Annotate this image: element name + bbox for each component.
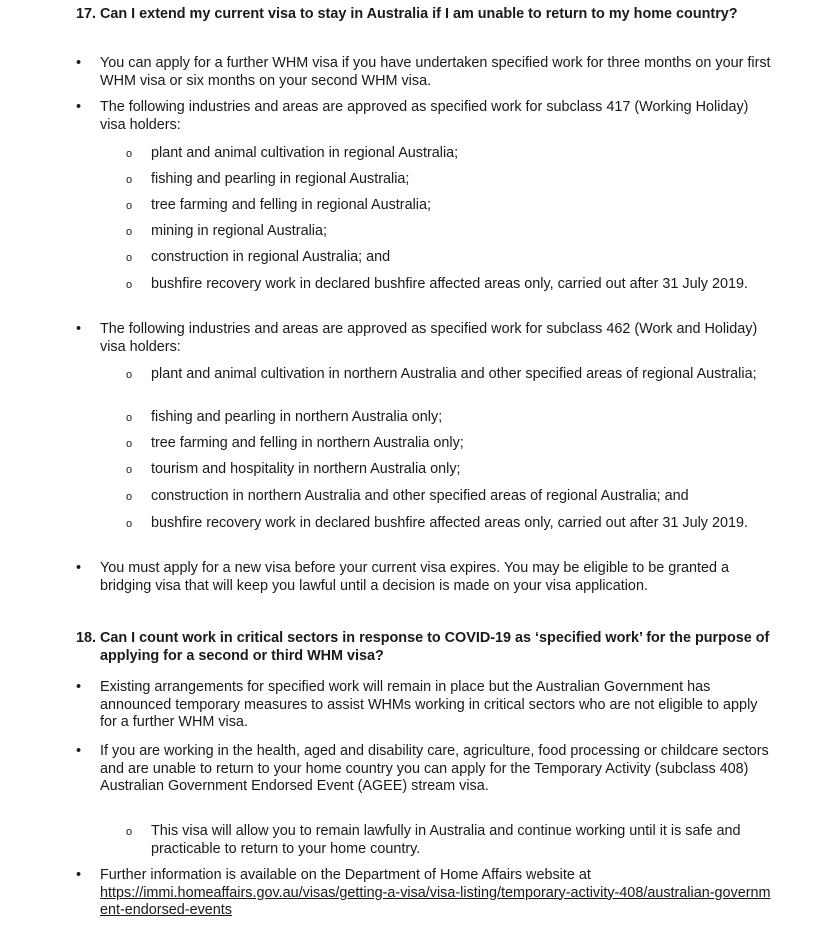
sub-list-item: [126, 409, 776, 427]
further-info-text: Further information is available on the Department of Home Affairs website at: [100, 867, 591, 883]
bullet-text: Existing arrangements for specified work will remain in place but the Australian Government has announced temporary measures to assist WHMs working in critical sectors who are not eligible to apply for a further WHM visa.: [100, 679, 758, 730]
circle-bullet-icon: o: [126, 252, 133, 264]
sub-list-item: [126, 515, 776, 533]
bullet-text: You must apply for a new visa before your current visa expires. You may be eligible to be granted a bridging visa that will keep you lawful until a decision is made on your visa application.: [100, 560, 730, 594]
sub-bullet-text: tourism and hospitality in northern Australia only;: [151, 461, 461, 477]
circle-bullet-icon: o: [126, 369, 133, 381]
sub-list-item: [126, 171, 776, 189]
question-number: 17.: [76, 6, 97, 22]
circle-bullet-icon: o: [126, 174, 133, 186]
sub-bullet-text: bushfire recovery work in declared bushfire affected areas only, carried out after 31 July 2019.: [151, 515, 748, 531]
bullet-text: You can apply for a further WHM visa if you have undertaken specified work for three months on your first WHM visa or six months on your second WHM visa.: [100, 55, 771, 89]
circle-bullet-icon: o: [126, 464, 133, 476]
question-18-heading: [76, 630, 776, 665]
sub-bullet-text: plant and animal cultivation in regional Australia;: [151, 145, 459, 161]
sub-bullet-text: construction in northern Australia and other specified areas of regional Australia; and: [151, 488, 689, 504]
bullet-icon: •: [76, 321, 82, 337]
bullet-icon: •: [76, 679, 82, 695]
circle-bullet-icon: o: [126, 491, 133, 503]
question-17-heading: [76, 6, 776, 24]
bullet-text: [76, 867, 776, 920]
list-item: [76, 743, 776, 796]
list-item: [76, 679, 776, 732]
list-item: [76, 560, 776, 595]
sub-list-item: [126, 461, 776, 479]
sub-list-item: [126, 223, 776, 241]
sub-list-item: [126, 488, 776, 506]
sub-list-item: [126, 145, 776, 163]
list-item: [76, 99, 776, 134]
list-item: [76, 321, 776, 356]
sub-bullet-text: mining in regional Australia;: [151, 223, 327, 239]
circle-bullet-icon: o: [126, 226, 133, 238]
question-number: 18.: [76, 630, 97, 646]
sub-list-item: [126, 435, 776, 453]
sub-bullet-text: plant and animal cultivation in northern Australia and other specified areas of regional Australia;: [151, 366, 757, 382]
bullet-icon: •: [76, 55, 82, 71]
circle-bullet-icon: o: [126, 518, 133, 530]
circle-bullet-icon: o: [126, 200, 133, 212]
circle-bullet-icon: o: [126, 438, 133, 450]
sub-bullet-text: tree farming and felling in northern Australia only;: [151, 435, 464, 451]
bullet-icon: •: [76, 99, 82, 115]
bullet-text: The following industries and areas are approved as specified work for subclass 417 (Working Holiday) visa holders:: [100, 99, 749, 133]
sub-bullet-text: fishing and pearling in northern Australia only;: [151, 409, 443, 425]
sub-list-item: [126, 249, 776, 267]
sub-list-item: [126, 823, 776, 858]
list-item: [76, 867, 776, 920]
sub-bullet-text: This visa will allow you to remain lawfully in Australia and continue working until it is safe and practicable to return to your home country.: [151, 823, 741, 857]
circle-bullet-icon: o: [126, 412, 133, 424]
sub-bullet-text: fishing and pearling in regional Australia;: [151, 171, 410, 187]
list-item: [76, 55, 776, 90]
bullet-icon: •: [76, 560, 82, 576]
circle-bullet-icon: o: [126, 279, 133, 291]
sub-bullet-text: construction in regional Australia; and: [151, 249, 391, 265]
bullet-icon: •: [76, 743, 82, 759]
circle-bullet-icon: o: [126, 826, 133, 838]
sub-list-item: [126, 366, 776, 384]
bullet-icon: •: [76, 867, 82, 883]
sub-list-item: [126, 276, 776, 294]
circle-bullet-icon: o: [126, 148, 133, 160]
sub-bullet-text: tree farming and felling in regional Australia;: [151, 197, 431, 213]
question-text: Can I count work in critical sectors in response to COVID-19 as ‘specified work’ for the purpose of applying for a second or third WHM visa?: [100, 630, 770, 664]
bullet-text: The following industries and areas are approved as specified work for subclass 462 (Work and Holiday) visa holders:: [100, 321, 758, 355]
bullet-text: If you are working in the health, aged and disability care, agriculture, food processing or childcare sectors and are unable to return to your home country you can apply for the Temporary Activity (subclass 408) Australian Government Endorsed Event (AGEE) stream visa.: [100, 743, 769, 794]
sub-list-item: [126, 197, 776, 215]
sub-bullet-text: bushfire recovery work in declared bushfire affected areas only, carried out after 31 July 2019.: [151, 276, 748, 292]
home-affairs-link[interactable]: https://immi.homeaffairs.gov.au/visas/getting-a-visa/visa-listing/temporary-activity-408/australian-government-endorsed-events: [100, 884, 771, 918]
question-text: Can I extend my current visa to stay in Australia if I am unable to return to my home country?: [100, 6, 738, 22]
